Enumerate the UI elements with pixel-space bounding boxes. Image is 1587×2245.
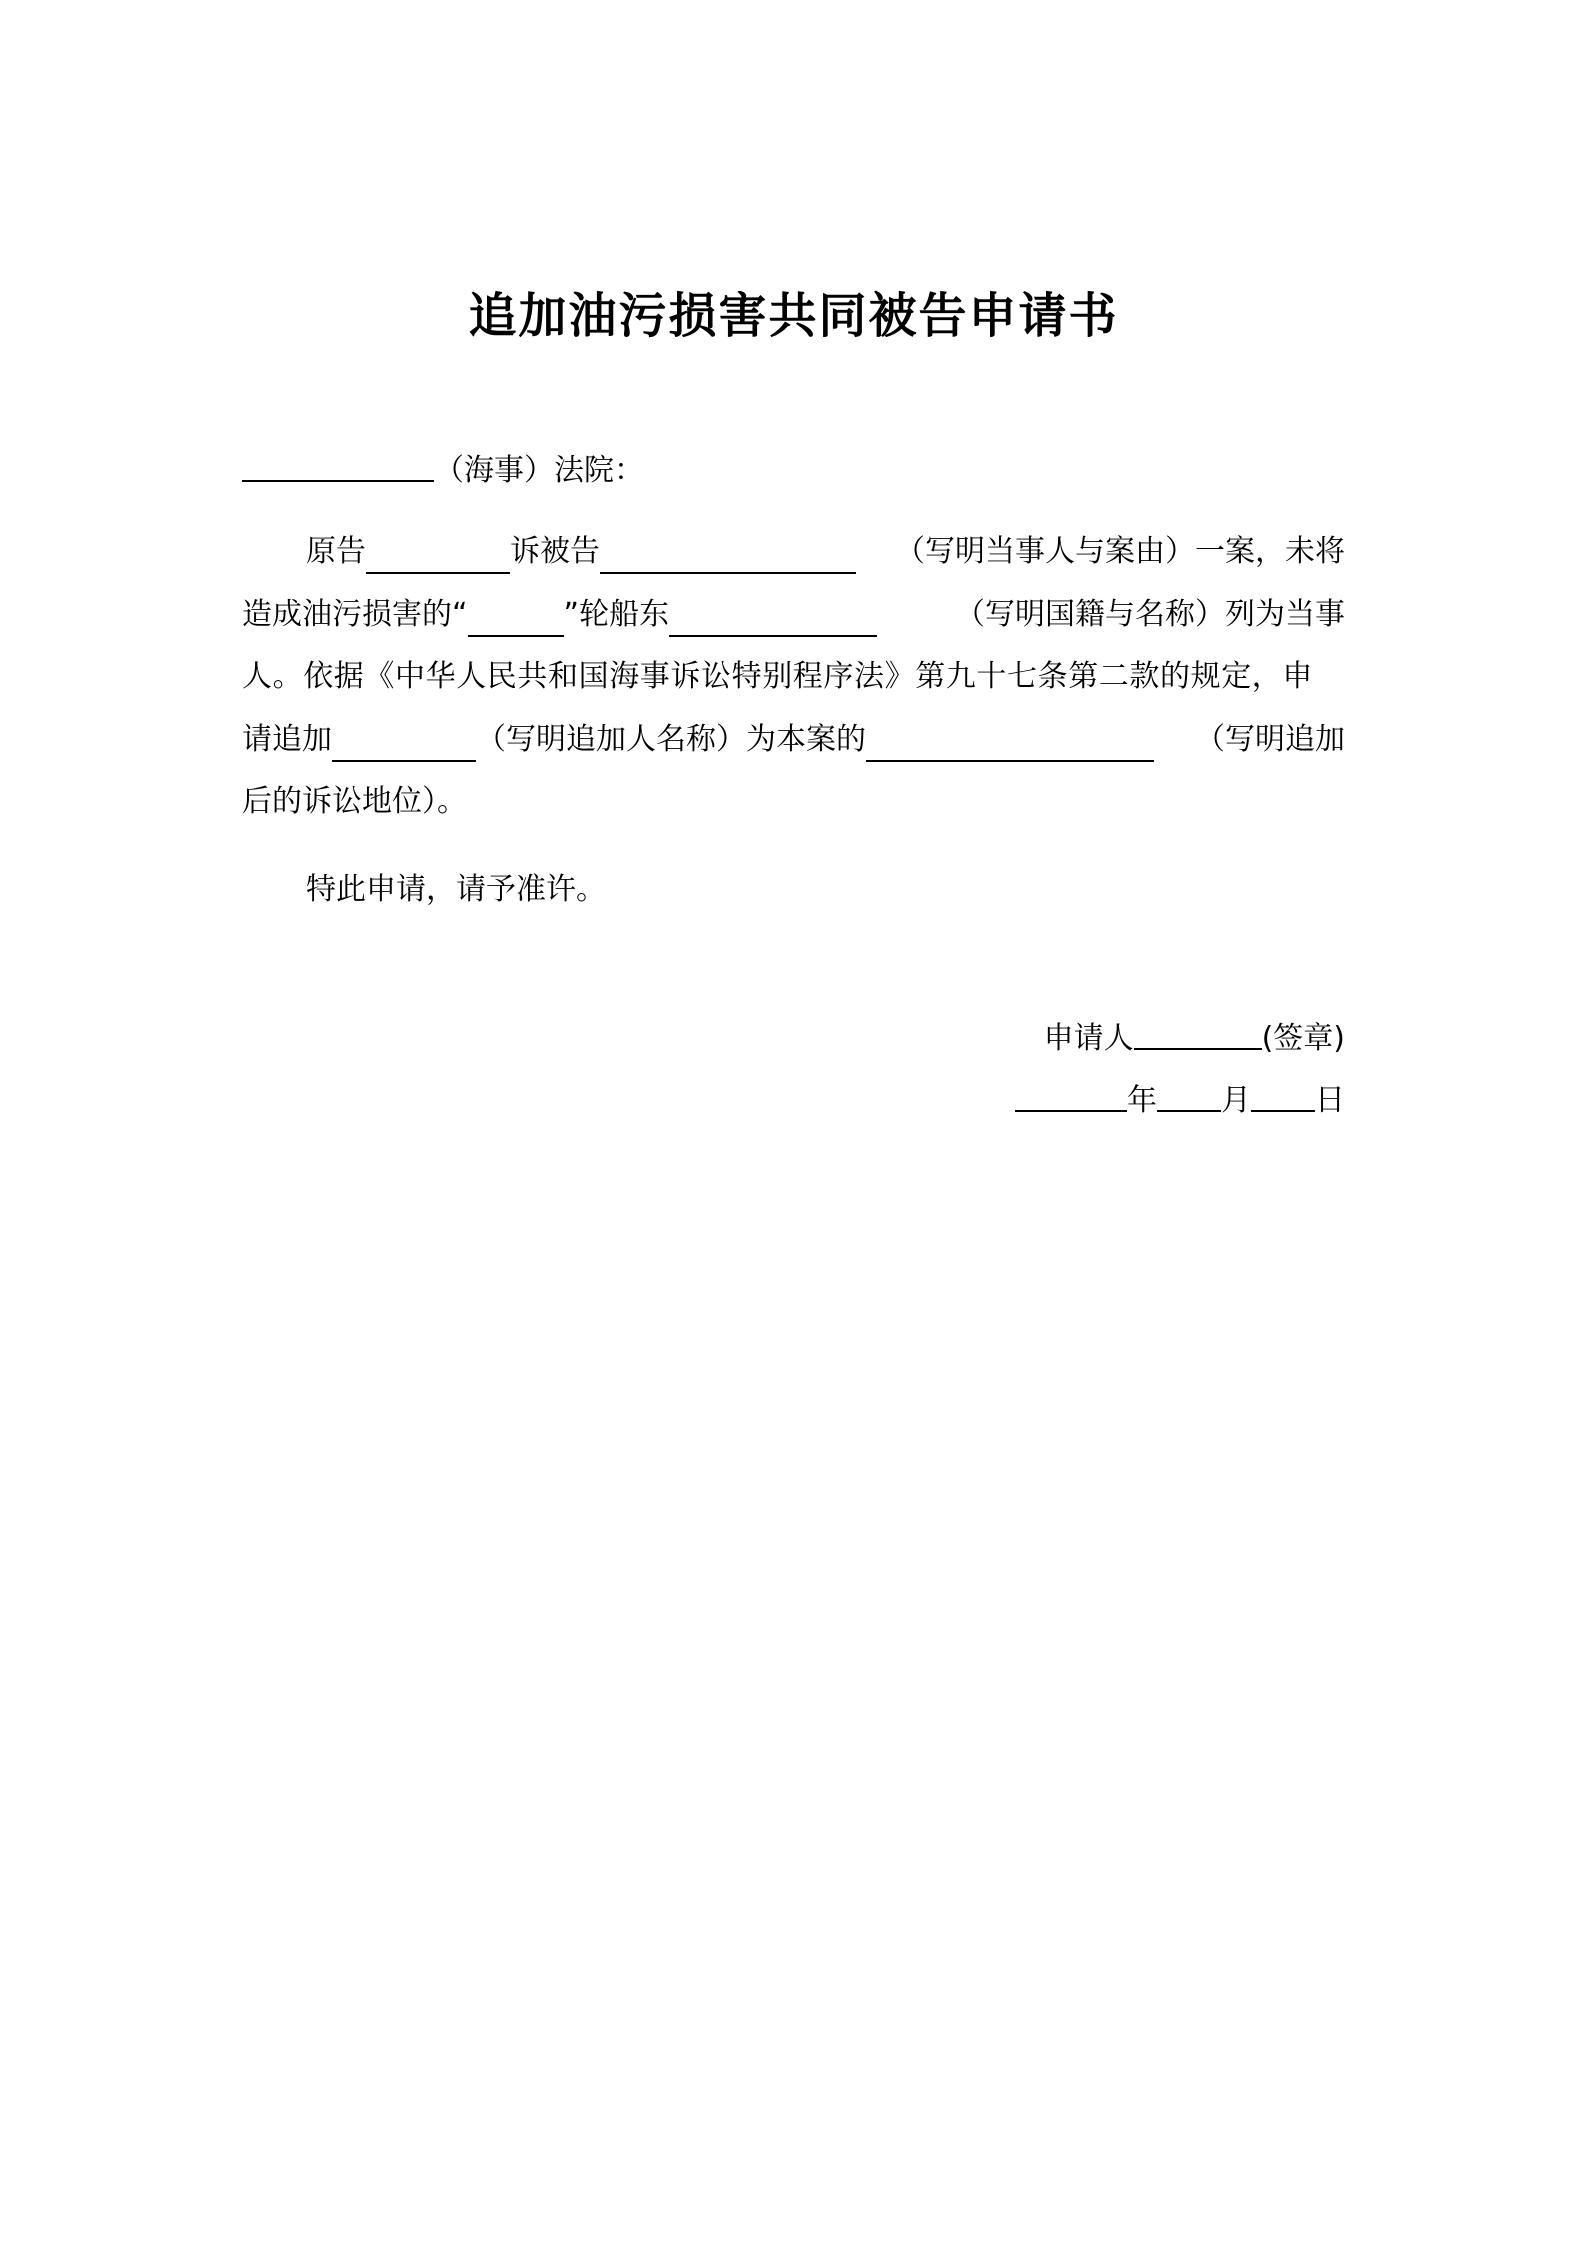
day-label: 日 <box>1315 1083 1345 1118</box>
date-line <box>1015 1080 1345 1121</box>
damage-text: 造成油污损害的“ <box>242 597 468 632</box>
defendant-label: 诉被告 <box>510 534 600 569</box>
request-add-label: 请追加 <box>242 722 332 757</box>
closing-line <box>306 870 606 910</box>
defendant-blank[interactable] <box>600 542 856 574</box>
day-blank[interactable] <box>1251 1080 1315 1112</box>
legal-basis-text: 人。依据《中华人民共和国海事诉讼特别程序法》第九十七条第二款的规定，申 <box>242 659 1313 694</box>
plaintiff-label: 原告 <box>306 534 366 569</box>
case-description-text: （写明当事人与案由）一案，未将 <box>895 534 1345 569</box>
body-line-3 <box>242 657 1345 697</box>
seal-label: (签章) <box>1261 1021 1345 1056</box>
applicant-blank[interactable] <box>1134 1018 1262 1050</box>
ship-name-blank[interactable] <box>468 605 564 637</box>
signature-line <box>1044 1018 1345 1059</box>
status-note-start: （写明追加 <box>1195 722 1345 757</box>
closing-text: 特此申请，请予准许。 <box>306 872 606 907</box>
court-suffix: （海事）法院： <box>434 453 644 488</box>
plaintiff-blank[interactable] <box>366 542 510 574</box>
litigation-status-blank[interactable] <box>866 730 1154 762</box>
year-label: 年 <box>1127 1083 1157 1118</box>
nationality-note: （写明国籍与名称）列为当事 <box>955 597 1345 632</box>
body-line-4 <box>242 720 1345 760</box>
month-blank[interactable] <box>1157 1080 1221 1112</box>
status-note-end: 后的诉讼地位）。 <box>242 784 467 819</box>
month-label: 月 <box>1221 1083 1251 1118</box>
year-blank[interactable] <box>1015 1080 1127 1112</box>
body-line-1 <box>242 532 1345 572</box>
body-line-2 <box>242 595 1345 635</box>
shipowner-blank[interactable] <box>669 605 877 637</box>
shipowner-label: ”轮船东 <box>563 597 670 632</box>
body-line-5 <box>242 782 467 822</box>
court-name-blank[interactable] <box>242 450 434 482</box>
added-party-note: （写明追加人名称）为本案的 <box>476 722 866 757</box>
document-title: 追加油污损害共同被告申请书 <box>468 288 1119 344</box>
added-party-blank[interactable] <box>332 730 476 762</box>
addressee-line <box>242 450 644 491</box>
applicant-label: 申请人 <box>1043 1021 1134 1056</box>
